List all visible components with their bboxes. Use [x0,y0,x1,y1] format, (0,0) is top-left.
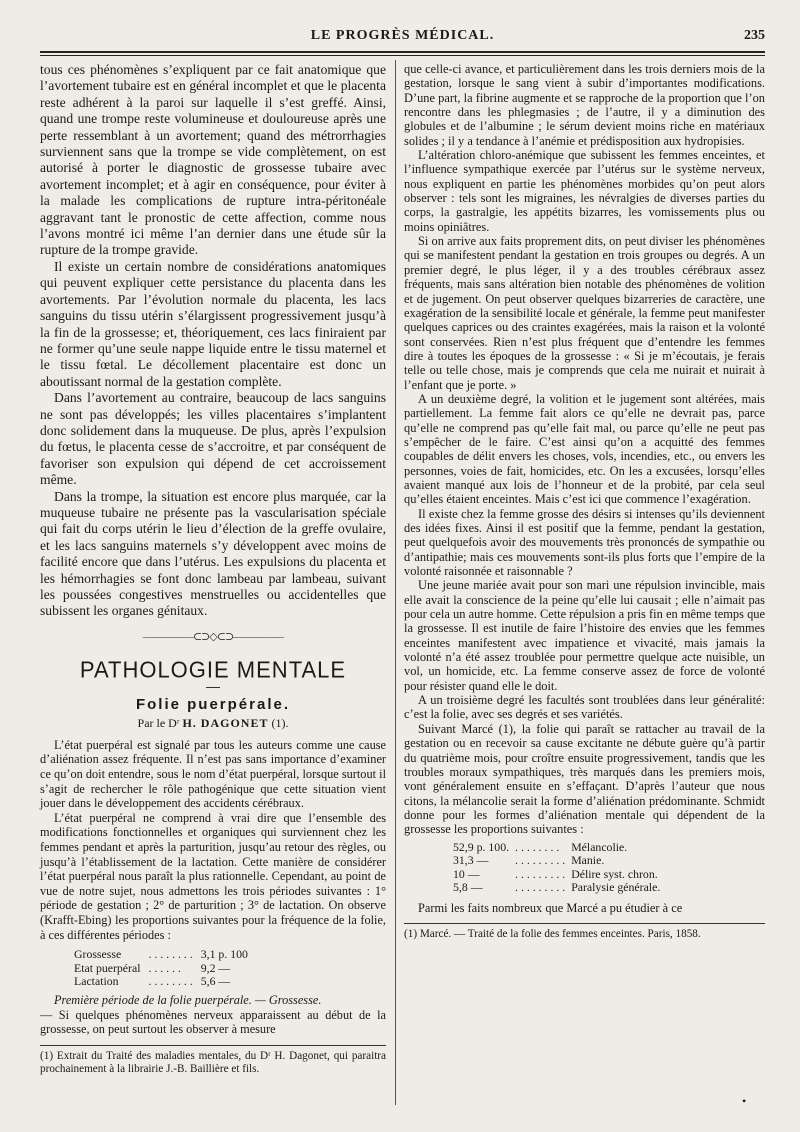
table-row [70,975,252,989]
leader-dots: . . . . . . . . . [515,880,566,895]
journal-title: LE PROGRÈS MÉDICAL. [310,28,495,43]
article-body-right [404,62,765,837]
ornamental-divider: —————⊂⊃◇⊂⊃————— [142,630,284,643]
table-row [450,854,663,868]
header-rule [40,51,765,53]
frequency-value: 3,1 p. 100 [200,947,248,962]
italic-heading: Première période de la folie puerpérale. — Grossesse. [54,992,322,1007]
form-label: Délire syst. chron. [571,866,658,881]
paragraph: que celle-ci avance, et particulièrement dans les trois derniers mois de la gestation, lorsque le sang vient à subir d’importantes modifications. D’une part, la fibrine augmente et se rapproche de la proportion que l’on rencontre dans les phlegmasies ; de l’autre, il y a diminution des globules et de l’albumine ; le sérum devient moins riche en matériaux solides ; il y a tendance à l’anémie et prédisposition aux hydropisies. [404,62,765,148]
running-header [40,28,765,50]
forms-table [450,841,663,895]
proportion-value: 52,9 p. 100. [453,839,510,854]
article-body-right-2 [404,901,765,915]
frequency-value: 9,2 — [200,960,231,975]
printer-mark: • [742,1094,747,1108]
paragraph: A un troisième degré les facultés sont troublées dans leur généralité: c’est la folie, avec ses degrés et ses variétés. [404,693,765,722]
leader-dots: . . . . . . . . [148,974,193,989]
header-rule-thin [40,55,765,56]
footnote-rule [40,1045,386,1046]
article-title: Folie puerpérale. [135,695,291,713]
paragraph: Dans l’avortement au contraire, beaucoup de lacs sanguins ne sont pas développés; les villes placentaires s’implantent donc solidement dans la muqueuse. De plus, après l’expulsion du fœtus, le placenta cesse de s’accroitre, et par conséquent de favoriser son expulsion qui dépend de cet accroissement même. [40,390,386,488]
paragraph: L’altération chloro-anémique que subissent les femmes enceintes, et l’influence sympathique exercée par l’utérus sur le système nerveux, nous expliquent en partie les phénomènes morbides qu’on peut alors observer : tels sont les migraines, les névralgies de diverses parties du corps, la gastralgie, les appétits bizarres, les vomissements plus ou moins opiniâtres. [404,148,765,234]
article-body-left [40,738,386,942]
byline-suffix: (1). [271,715,289,730]
paragraph: Suivant Marcé (1), la folie qui paraît se rattacher au travail de la gestation ou en recevoir sa cause excitante ne débute guère qu’à partir du quatrième mois, pour croître ensuite progressivement, tandis que les troubles moraux sympathiques, très marqués dans les premiers mois, vont généralement ensuite en s’effaçant. D’après l’auteur que nous citons, la mélancolie serait la forme d’aliénation prédominante. Schmidt donne pour les formes d’aliénation mentale qui dépendent de la grossesse les proportions suivantes : [404,721,765,837]
paragraph [40,993,386,1008]
column-separator [395,60,396,1105]
table-row [70,962,252,976]
paragraph: Si on arrive aux faits proprement dits, on peut diviser les phénomènes qui se manifestent pendant la gestation en trois groupes ou degrés. A un premier degré, le plus léger, il y a des troubles cérébraux assez fréquents, mais sans altération bien notable des phénomènes de volition et de jugement. On peut observer quelques bizarreries de caractère, une exagération de la sensibilité locale et générale, la femme peut manifester quelques caprices ou des craintes exagérées, mais la raison et la volonté sont conservées. Rien n’est plus fréquent que d’entendre les femmes dire à toutes les époques de la grossesse : « Si je m’écoutais, je ferais telle ou telle chose, mais je comprends que cela me nuirait et nuirait à l’enfant que je porte. » [404,234,765,392]
leader-dots: . . . . . . [148,960,181,975]
footnote: (1) Extrait du Traité des maladies mentales, du Dʳ H. Dagonet, qui paraitra prochainement à la librairie J.-B. Baillière et fils. [40,1049,386,1075]
proportion-value: 31,3 — [453,853,489,868]
proportion-value: 10 — [453,866,480,881]
paragraph: — Si quelques phénomènes nerveux apparaissent au début de la grossesse, on peut surtout les observer à mesure [40,1007,386,1037]
page-number: 235 [744,28,765,43]
section-title: PATHOLOGIE MENTALE [79,656,347,683]
paragraph: Il existe chez la femme grosse des désirs si intenses qu’ils deviennent des idées fixes. Ainsi il est positif que la femme, pendant la gestation, peut quelquefois avoir des mouvements très prononcés de sympathie ou d’antipathie; mais ces mouvements sont-ils plus forts que l’empire de la volonté raisonnée et raisonnable ? [404,506,765,579]
frequency-value: 5,6 — [200,974,231,989]
paragraph: Parmi les faits nombreux que Marcé a pu étudier à ce [418,900,683,915]
proportion-value: 5,8 — [453,880,483,895]
paragraph: L’état puerpéral est signalé par tous les auteurs comme une cause d’aliénation assez fréquente. Il n’est pas sans importance d’examiner ce qu’on doit entendre, sous le nom d’état puerpéral, lorsque surtout il s’agit de rechercher le rôle pathogénique que cette situation vient jouer dans le développement des accidents cérébraux. [40,737,386,811]
author-name: H. DAGONET [182,715,269,730]
short-rule [206,687,220,688]
table-row [450,868,663,882]
paragraph: A un deuxième degré, la volition et le jugement sont altérées, mais partiellement. La femme fait alors ce qu’elle ne devrait pas, parce qu’elle ne comprend pas qu’elle fait mal, ou parce qu’elle ne peut pas s’empêcher de le faire. C’est ainsi qu’on a acquitté des femmes coupables de délit envers les choses, vols, incendies, etc., ou envers les personnes, voies de fait, homicides, etc. On les a excusées, lorsqu’elles avaient manqué aux lois de l’honneur et de la probité, par cela seul qu’elles étaient enceintes. Mais c’est ici que commence l’exagération. [404,391,765,507]
table-row [70,948,252,962]
paragraph: Il existe un certain nombre de considérations anatomiques qui peuvent expliquer cette persistance du placenta dans les avortements. Par l’évolution normale du placenta, les lacs sanguins du tissu utérin s’élargissent progressivement jusqu’à la fin de la grossesse; et, théoriquement, ces lacs finiraient par ne former qu’une seule nappe liquide entre le tissu maternel et le tissu fœtal. Le décollement placentaire est donc un aboutissant normal de la gestation complète. [40,258,386,389]
period-label: Etat puerpéral [74,960,141,975]
period-label: Grossesse [74,947,122,962]
byline [40,716,386,731]
byline-prefix: Par le Dʳ [137,715,180,730]
leader-dots: . . . . . . . . [148,947,193,962]
footnote: (1) Marcé. — Traité de la folie des femmes enceintes. Paris, 1858. [404,928,701,941]
leader-dots: . . . . . . . . . [515,866,566,881]
table-row [450,841,663,855]
article-body-left-2 [40,993,386,1037]
form-label: Manie. [571,853,605,868]
leader-dots: . . . . . . . . . [515,853,566,868]
period-label: Lactation [74,974,119,989]
footnote-rule [404,923,765,924]
paragraph: tous ces phénomènes s’expliquent par ce fait anatomique que l’avortement tubaire est en général incomplet et que le placenta reste adhérent à la paroi sur laquelle il s’est greffé. Ainsi, quand une trompe reste volumineuse et douloureuse après une perte ressemblant à un avortement; quand des métrorrhagies surviennent sans que la trompe se vide complètement, on est autorisé à porter le diagnostic de grossesse tubaire avec avortement incomplet; et à agir en conséquence, pour éviter à la malade les complications de rupture intra-péritonéale aggravant tant le pronostic de cette affection, comme nous l’avons montré ici même l’an dernier dans une étude sûr la rupture de la trompe gravide. [40,62,386,258]
frequency-table [70,948,252,989]
paragraph: L’état puerpéral ne comprend à vrai dire que l’ensemble des modifications fonctionnelles et organiques qui surviennent chez les femmes pendant et après la parturition, jusqu’au retour des règles, ou jusqu’à l’établissement de la lactation. Cette manière de considérer l’état puerpéral nous paraît la plus rationnelle. Cependant, au point de vue de notre sujet, nous admettons les trois périodes suivantes : 1° période de gestation ; 2° de parturition ; 3° de lactation. On observe (Krafft-Ebing) les proportions suivantes pour la fréquence de la folie, à ces différentes périodes : [40,810,386,942]
table-row [450,881,663,895]
left-column [40,62,386,1076]
leader-dots: . . . . . . . . [515,839,560,854]
right-column [404,62,765,941]
paragraph: Dans la trompe, la situation est encore plus marquée, car la muqueuse tubaire ne présente pas la vascularisation spéciale qui fait du corps utérin le lieu d’élection de la greffe ovulaire, et les lacs sanguins maternels s’y développent avec moins de facilité encore que dans l’utérus. Les expulsions du placenta et les hémorrhagies se font donc lambeau par lambeau, suivant les poussées congestives menstruelles ou accidentelles que subissent les organes génitaux. [40,488,386,619]
form-label: Mélancolie. [571,839,628,854]
tubal-pregnancy-text [40,62,386,620]
paragraph: Une jeune mariée avait pour son mari une répulsion invincible, mais elle avait la conscience de la peine qu’elle lui causait ; elle n’aimait pas pour cela un autre homme. Cette répulsion a pris fin en même temps que la grossesse. Il est inutile de faire l’histoire des envies que les femmes enceintes manifestent avec impatience et vivacité, mais jamais la volonté n’a été assez troublée pour permettre quelque acte nuisible, un vol, un homicide, etc. La femme conserve assez de force de volonté pour résister quand elle le doit. [404,578,765,693]
form-label: Paralysie générale. [571,880,661,895]
